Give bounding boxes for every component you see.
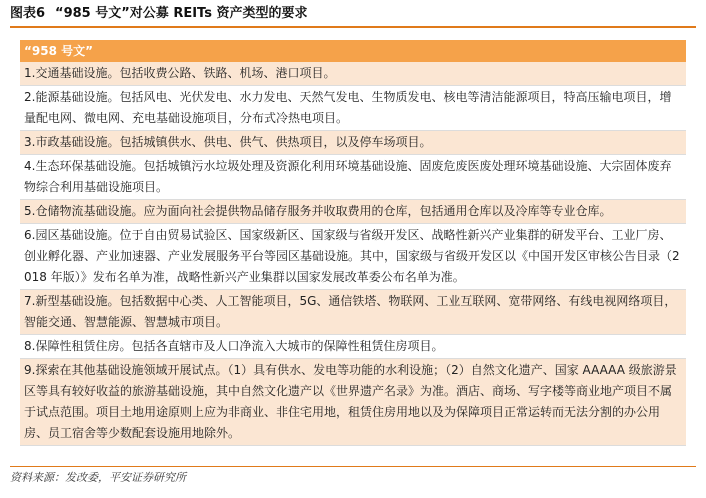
table-row-municipal: 3.市政基础设施。包括城镇供水、供电、供气、供热项目，以及停车场项目。 [20, 131, 686, 155]
figure-title-bar [10, 4, 696, 28]
table-row-new-infra: 7.新型基础设施。包括数据中心类、人工智能项目，5G、通信铁塔、物联网、工业互联网、宽带网络、有线电视网络项目，智能交通、智慧能源、智慧城市项目。 [20, 290, 686, 335]
table-header: “958 号文” [20, 40, 686, 62]
figure-title-text: “985 号文”对公募 REITs 资产类型的要求 [55, 6, 308, 21]
table-row-eco: 4.生态环保基础设施。包括城镇污水垃圾处理及资源化利用环境基础设施、固废危废医废处理环境基础设施、大宗固体废弃物综合利用基础设施项目。 [20, 155, 686, 200]
source-note: 资料来源：发改委，平安证券研究所 [10, 466, 696, 485]
table-row-energy: 2.能源基础设施。包括风电、光伏发电、水力发电、天然气发电、生物质发电、核电等清洁能源项目，特高压输电项目，增量配电网、微电网、充电基础设施项目，分布式冷热电项目。 [20, 86, 686, 131]
figure-title [10, 4, 696, 24]
table-row-pilot: 9.探索在其他基础设施领域开展试点。（1）具有供水、发电等功能的水利设施；（2）自然文化遗产、国家 AAAAA 级旅游景区等具有较好收益的旅游基础设施，其中自然文化遗产以《世界遗产名录》为准。酒店、商场、写字楼等商业地产项目不属于试点范围。项目土地用途原则上应为非商业、非住宅用地，租赁住房用地以及为保障项目正常运转而无法分割的办公用房、员工宿舍等少数配套设施用地除外。 [20, 359, 686, 446]
requirements-table [20, 40, 686, 446]
figure-number: 图表6 [10, 6, 46, 21]
table-row-park: 6.园区基础设施。位于自由贸易试验区、国家级新区、国家级与省级开发区、战略性新兴产业集群的研发平台、工业厂房、创业孵化器、产业加速器、产业发展服务平台等园区基础设施。其中，国家级与省级开发区以《中国开发区审核公告目录（2018 年版）》发布名单为准，战略性新兴产业集群以国家发展改革委公布名单为准。 [20, 224, 686, 290]
table-row-transport: 1.交通基础设施。包括收费公路、铁路、机场、港口项目。 [20, 62, 686, 86]
table-row-warehouse: 5.仓储物流基础设施。应为面向社会提供物品储存服务并收取费用的仓库，包括通用仓库以及冷库等专业仓库。 [20, 200, 686, 224]
table-row-housing: 8.保障性租赁住房。包括各直辖市及人口净流入大城市的保障性租赁住房项目。 [20, 335, 686, 359]
